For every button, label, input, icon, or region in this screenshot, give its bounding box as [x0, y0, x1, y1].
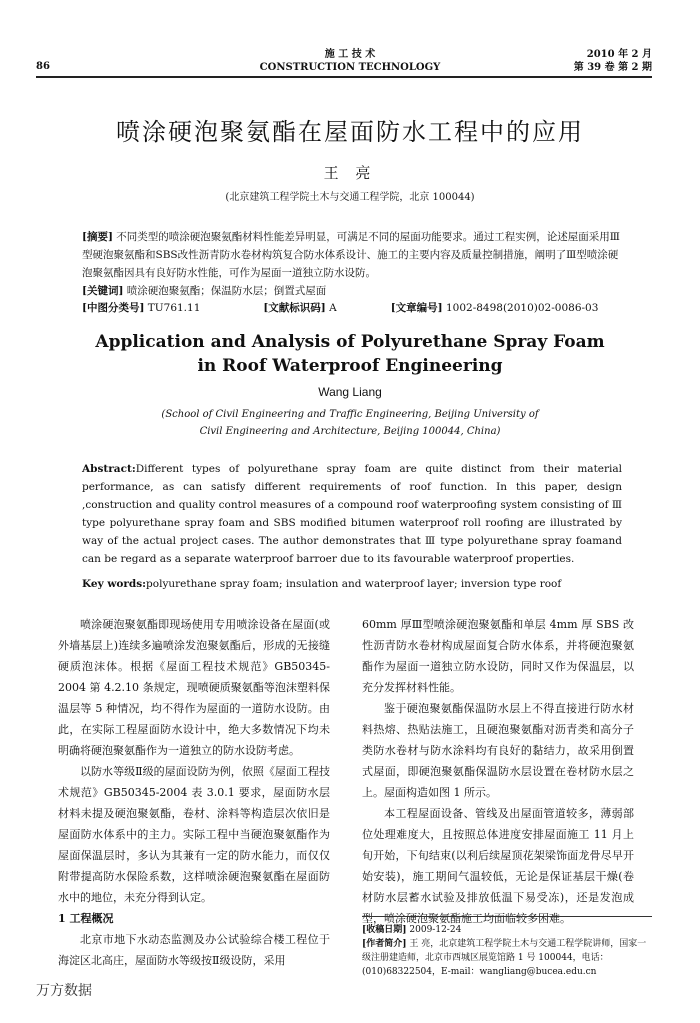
body-paragraph: 喷涂硬泡聚氨酯即现场使用专用喷涂设备在屋面(或外墙基层上)连续多遍喷涂发泡聚氨酯后，形成的无接缝硬质泡沫体。根据《屋面工程技术规范》GB50345-2004 第 4.2.10 条规定，现喷硬质聚氨酯等泡沫塑料保温层等 5 种情况，均不得作为屋面的一道防水设防。由此，在实际工程屋面防水设计中，绝大多数情况下均未明确将硬泡聚氨酯作为一道独立的防水设防考虑。 — [58, 618, 330, 757]
received-label: [收稿日期] — [362, 925, 407, 935]
author-cn: 王 亮 — [323, 164, 377, 182]
affiliation-en-line1: (School of Civil Engineering and Traffic Engineering, Beijing University of — [161, 409, 539, 420]
keywords-cn-text: 喷涂硬泡聚氨酯；保温防水层；倒置式屋面 — [126, 285, 327, 297]
article-no-label: [文章编号] — [390, 302, 443, 314]
received-date — [362, 923, 652, 937]
keywords-cn-label: [关键词] — [82, 285, 124, 297]
article-title-en — [0, 330, 700, 378]
author-en: Wang Liang — [318, 385, 382, 399]
received-value: 2009-12-24 — [409, 925, 462, 935]
body-paragraph: 鉴于硬泡聚氨酯保温防水层上不得直接进行防水材料热熔、热贴法施工，且硬泡聚氨酯对沥青类和高分子类防水卷材与防水涂料均有良好的黏结力，故采用倒置式屋面，即硬泡聚氨酯保温防水层设置在卷材防水层之上。屋面构造如图 1 所示。 — [362, 702, 634, 799]
body-paragraph: 60mm 厚Ⅲ型喷涂硬泡聚氨酯和单层 4mm 厚 SBS 改性沥青防水卷材构成屋面复合防水体系，并将硬泡聚氨酯作为屋面一道独立防水设防，同时又作为保温层，以充分发挥材料性能。 — [362, 618, 634, 694]
watermark: 万方数据 — [36, 982, 92, 998]
keywords-en-label: Key words: — [82, 578, 147, 590]
affiliation-cn: (北京建筑工程学院土木与交通工程学院，北京 100044) — [225, 192, 475, 203]
title-en-line2: in Roof Waterproof Engineering — [197, 356, 503, 376]
bio-text: 王 亮，北京建筑工程学院土木与交通工程学院讲师，国家一级注册建造师，北京市西城区展览馆路 1 号 100044，电话：(010)68322504，E-mail：wangliang@bucea.edu.cn — [362, 939, 647, 977]
volume-issue: 第 39 卷 第 2 期 — [573, 62, 652, 73]
title-en-line1: Application and Analysis of Polyurethane Spray Foam — [95, 332, 605, 352]
journal-title-cn: 施 工 技 术 — [324, 49, 376, 60]
affiliation-en — [0, 406, 700, 440]
body-paragraph: 以防水等级Ⅱ级的屋面设防为例，依照《屋面工程技术规范》GB50345-2004 表 3.0.1 要求，屋面防水层材料未提及硬泡聚氨酯，卷材、涂料等构造层次依旧是屋面防水体系中的主力。实际工程中当硬泡聚氨酯作为屋面保温层时，多认为其兼有一定的防水能力，而仅仅附带提高防水保险系数，这样喷涂硬泡聚氨酯在屋面防水中的地位，未充分得到认定。 — [58, 765, 330, 904]
footnote — [362, 916, 652, 979]
abstract-cn-label: [摘要] — [82, 231, 113, 243]
section-heading: 1 工程概况 — [58, 912, 114, 925]
body-column-right — [362, 614, 634, 929]
abstract-en-label: Abstract: — [82, 463, 136, 475]
doc-code-value: A — [329, 302, 337, 314]
keywords-cn — [82, 282, 622, 300]
body-paragraph: 本工程屋面设备、管线及出屋面管道较多，薄弱部位处理难度大，且按照总体进度安排屋面施工 11 月上旬开始，下旬结束(以利后续屋顶花架梁饰面龙骨尽早开始安装)，施工期间气温较低，无论是保证基层干燥(卷材防水层蓄水试验及排放低温下易受冻)，还是发泡成型，喷涂硬泡聚氨酯施工均面临较多困难。 — [362, 807, 634, 925]
issue-info — [574, 48, 652, 74]
body-paragraph: 北京市地下水动态监测及办公试验综合楼工程位于海淀区北高庄，屋面防水等级按Ⅱ级设防，采用 — [58, 933, 330, 967]
body-column-left — [58, 614, 330, 971]
article-title-cn: 喷涂硬泡聚氨酯在屋面防水工程中的应用 — [116, 118, 584, 146]
abstract-cn-block — [82, 228, 622, 300]
clc-value: TU761.11 — [147, 302, 201, 314]
abstract-en — [82, 460, 622, 568]
author-bio — [362, 937, 652, 979]
classification-line — [82, 300, 598, 315]
keywords-en-text: polyurethane spray foam; insulation and waterproof layer; inversion type roof — [146, 578, 562, 590]
abstract-cn-text: 不同类型的喷涂硬泡聚氨酯材料性能差异明显，可满足不同的屋面功能要求。通过工程实例，论述屋面采用Ⅲ型硬泡聚氨酯和SBS改性沥青防水卷材构筑复合防水体系设计、施工的主要内容及质量控制措施，阐明了Ⅲ型喷涂硬泡聚氨酯因具有良好防水性能，可作为屋面一道独立防水设防。 — [82, 231, 620, 279]
header-rule — [36, 76, 652, 78]
page-number: 86 — [36, 61, 50, 72]
journal-title-en: CONSTRUCTION TECHNOLOGY — [259, 62, 441, 73]
clc-label: [中图分类号] — [82, 302, 145, 314]
affiliation-en-line2: Civil Engineering and Architecture, Beijing 100044, China) — [199, 426, 501, 437]
bio-label: [作者简介] — [362, 939, 407, 949]
article-no-value: 1002-8498(2010)02-0086-03 — [445, 302, 599, 314]
issue-date: 2010 年 2 月 — [586, 49, 652, 60]
keywords-en — [82, 578, 622, 590]
doc-code-label: [文献标识码] — [263, 302, 326, 314]
abstract-en-text: Different types of polyurethane spray foam are quite distinct from their material performance, as can satisfy different requirements of roof function. In this paper, design ,construction and quality control measures of a compound roof waterproofing system consisting of Ⅲ type polyurethane spray foam and SBS modified bitumen waterproof roll roofing are illustrated by way of the actual project cases. The author demonstrates that Ⅲ type polyurethane spray foamand can be regard as a separate waterproof barroer due to its favourable waterproof properties. — [82, 463, 622, 565]
abstract-cn — [82, 228, 622, 282]
